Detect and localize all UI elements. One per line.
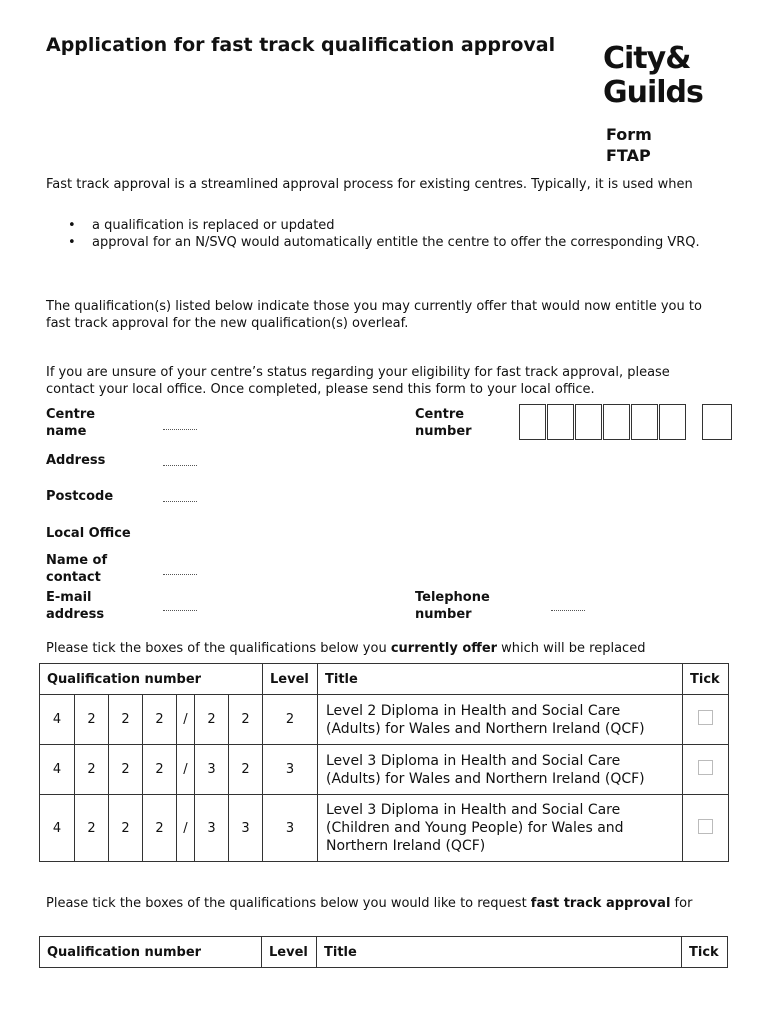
- header-tick: Tick: [683, 664, 729, 695]
- section2-suffix: for: [670, 896, 693, 911]
- email-label: E-mail address: [46, 590, 105, 622]
- contact-name-field[interactable]: [163, 574, 197, 575]
- postcode-label: Postcode: [46, 489, 114, 504]
- qual-separator: /: [177, 745, 195, 795]
- logo-line1: City: [603, 41, 666, 76]
- page-title: Application for fast track qualification approval: [46, 34, 556, 56]
- address-field[interactable]: [163, 465, 197, 466]
- centre-number-box[interactable]: [659, 404, 686, 440]
- bullet-text: a qualification is replaced or updated: [92, 218, 335, 233]
- header-qualification-number: Qualification number: [40, 664, 263, 695]
- qual-digit: 4: [40, 695, 75, 745]
- table-row: [40, 745, 729, 795]
- form-code: [606, 124, 686, 166]
- header-title: Title: [317, 937, 682, 968]
- qual-digit: 2: [143, 695, 177, 745]
- qual-digit: 3: [195, 795, 229, 862]
- qual-digit: 2: [75, 795, 109, 862]
- header-tick: Tick: [682, 937, 728, 968]
- header-qualification-number: Qualification number: [40, 937, 262, 968]
- contact-text: If you are unsure of your centre’s status regarding your eligibility for fast track approval, please contact your local office. Once completed, please send this form to your local office.: [46, 365, 670, 397]
- qual-digit: 3: [229, 795, 263, 862]
- header-level: Level: [262, 937, 317, 968]
- fast-track-qualifications-table: [39, 936, 728, 968]
- eligibility-text: The qualification(s) listed below indicate those you may currently offer that would now entitle you to fast track approval for the new qualification(s) overleaf.: [46, 299, 702, 331]
- section2-prefix: Please tick the boxes of the qualifications below you would like to request: [46, 896, 531, 911]
- section1-prefix: Please tick the boxes of the qualifications below you: [46, 641, 391, 656]
- telephone-field[interactable]: [551, 610, 585, 611]
- qual-separator: /: [177, 795, 195, 862]
- email-field[interactable]: [163, 610, 197, 611]
- qual-level: 3: [263, 745, 318, 795]
- current-qualifications-table: [39, 663, 729, 862]
- centre-number-box[interactable]: [519, 404, 546, 440]
- qual-digit: 2: [109, 745, 143, 795]
- qual-digit: 2: [143, 795, 177, 862]
- bullet-text: approval for an N/SVQ would automatically entitle the centre to offer the corresponding VRQ.: [92, 235, 700, 250]
- centre-number-box[interactable]: [603, 404, 630, 440]
- table-header-row: [40, 937, 728, 968]
- contact-name-label: Name of contact: [46, 553, 108, 585]
- qual-digit: 2: [229, 745, 263, 795]
- qual-digit: 2: [109, 695, 143, 745]
- section1-instruction: [46, 640, 716, 657]
- tick-checkbox[interactable]: [698, 710, 713, 725]
- intro-text: Fast track approval is a streamlined approval process for existing centres. Typically, it is used when: [46, 177, 693, 192]
- qual-digit: 3: [195, 745, 229, 795]
- qual-digit: 2: [229, 695, 263, 745]
- section2-bold: fast track approval: [530, 896, 671, 911]
- bullet-item: • approval for an N/SVQ would automatically entitle the centre to offer the corresponding VRQ.: [68, 235, 700, 250]
- qual-level: 2: [263, 695, 318, 745]
- city-guilds-logo: [603, 42, 713, 110]
- tick-checkbox[interactable]: [698, 760, 713, 775]
- local-office-label: Local Office: [46, 526, 131, 541]
- form-id: FTAP: [606, 146, 651, 165]
- address-label: Address: [46, 453, 106, 468]
- header-level: Level: [263, 664, 318, 695]
- centre-number-check-box[interactable]: [702, 404, 732, 440]
- form-label: Form: [606, 125, 652, 144]
- section2-instruction: [46, 895, 716, 912]
- telephone-label: Telephone number: [415, 590, 490, 622]
- centre-number-label: Centre number: [415, 407, 472, 439]
- logo-ampersand: &: [665, 41, 691, 76]
- tick-cell: [683, 795, 729, 862]
- logo-line2: Guilds: [603, 75, 703, 110]
- bullet-item: • a qualification is replaced or updated: [68, 218, 335, 233]
- qual-digit: 2: [75, 695, 109, 745]
- qual-digit: 4: [40, 745, 75, 795]
- tick-checkbox[interactable]: [698, 819, 713, 834]
- centre-number-box[interactable]: [575, 404, 602, 440]
- qual-digit: 2: [195, 695, 229, 745]
- qual-digit: 2: [143, 745, 177, 795]
- centre-name-field[interactable]: [163, 429, 197, 430]
- tick-cell: [683, 745, 729, 795]
- postcode-field[interactable]: [163, 501, 197, 502]
- qual-title: Level 2 Diploma in Health and Social Care (Adults) for Wales and Northern Ireland (QCF): [318, 695, 683, 745]
- qual-separator: /: [177, 695, 195, 745]
- qual-level: 3: [263, 795, 318, 862]
- qual-title: Level 3 Diploma in Health and Social Care (Adults) for Wales and Northern Ireland (QCF): [318, 745, 683, 795]
- qual-digit: 2: [75, 745, 109, 795]
- centre-name-label: Centre name: [46, 407, 96, 439]
- qual-digit: 2: [109, 795, 143, 862]
- tick-cell: [683, 695, 729, 745]
- qual-title: Level 3 Diploma in Health and Social Care (Children and Young People) for Wales and Northern Ireland (QCF): [318, 795, 683, 862]
- section1-bold: currently offer: [390, 641, 498, 656]
- section1-suffix: which will be replaced: [497, 641, 646, 656]
- qual-digit: 4: [40, 795, 75, 862]
- header-title: Title: [318, 664, 683, 695]
- table-row: [40, 795, 729, 862]
- centre-number-box[interactable]: [631, 404, 658, 440]
- centre-number-box[interactable]: [547, 404, 574, 440]
- table-header-row: [40, 664, 729, 695]
- table-row: [40, 695, 729, 745]
